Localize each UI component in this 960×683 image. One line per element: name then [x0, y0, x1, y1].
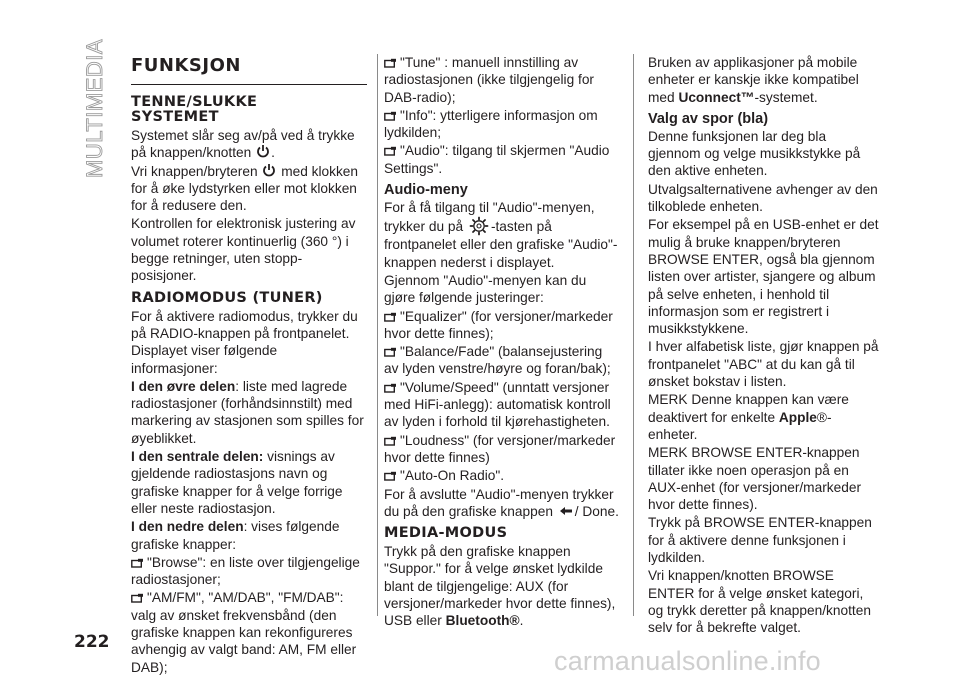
list-item: "Equalizer" (for versjoner/markeder hvor dette finnes);	[384, 308, 613, 341]
paragraph: Systemet slår seg av/på ved å trykke på knappen/knotten .	[131, 128, 355, 161]
paragraph: Utvalgsalternativene avhenger av den tilkoblede enheten.	[648, 181, 878, 215]
heading-power: TENNE/SLUKKE SYSTEMET	[131, 94, 258, 125]
section-side-label-text: MULTIMEDIA	[82, 38, 107, 178]
bullet-icon	[384, 383, 397, 393]
list-item: "AM/FM", "AM/DAB", "FM/DAB": valg av ønsket frekvensbånd (den grafiske knappen kan rekonfigureres avhengig av valgt band: AM, FM eller DAB);	[131, 590, 357, 675]
paragraph: MERK BROWSE ENTER-knappen tillater ikke noen operasjon på en AUX-enhet (for versjoner/markeder hvor dette finnes).	[648, 445, 861, 513]
bullet-icon	[384, 146, 397, 156]
list-item: "Browse": en liste over tilgjengelige radiostasjoner;	[131, 554, 360, 588]
knob-icon	[256, 144, 270, 159]
bullet-icon	[384, 58, 397, 68]
column-divider	[377, 54, 378, 616]
page-number: 222	[74, 632, 110, 652]
bullet-icon	[384, 436, 397, 446]
paragraph: For å avslutte "Audio"-menyen trykker du på den grafiske knappen / Done.	[384, 486, 619, 519]
paragraph: I den øvre delen: liste med lagrede radiostasjoner (forhåndsinnstilt) med markering av stasjonen som spilles for øyeblikket.	[131, 378, 364, 446]
section-side-label	[44, 30, 130, 180]
bullet-icon	[384, 312, 397, 322]
paragraph: I den nedre delen: vises følgende grafiske knapper:	[131, 519, 340, 552]
paragraph: Gjennom "Audio"-menyen kan du gjøre følgende justeringer:	[384, 272, 587, 306]
bullet-icon	[384, 471, 397, 481]
column-3	[648, 54, 880, 638]
paragraph: Bruken av applikasjoner på mobile enheter er kanskje ikke kompatibel med Uconnect™-systemet.	[648, 55, 859, 105]
column-1	[131, 54, 367, 677]
heading-audio-menu: Audio-meny	[384, 182, 468, 199]
knob-icon	[262, 163, 276, 178]
list-item: "Info": ytterligere informasjon om lydkilden;	[384, 107, 598, 141]
paragraph: Denne funksjonen lar deg bla gjennom og velge musikkstykke på den aktive enheten.	[648, 128, 861, 179]
paragraph: For eksempel på en USB-enhet er det mulig å bruke knappen/bryteren BROWSE ENTER, også bla gjennom listen over artister, sjangere og album på selve enheten, i henhold til informasjon som er registrert i musikkstykkene.	[648, 217, 879, 337]
paragraph: Trykk på den grafiske knappen "Suppor." for å velge ønsket lydkilde blant de tilgjengelige: AUX (for versjoner/markeder hvor dette finnes), USB eller Bluetooth®.	[384, 544, 616, 629]
paragraph: For å aktivere radiomodus, trykker du på RADIO-knappen på frontpanelet. Displayet viser følgende informasjoner:	[131, 308, 358, 376]
paragraph: Vri knappen/bryteren med klokken for å øke lydstyrken eller mot klokken for å redusere den.	[131, 163, 359, 214]
list-item: "Audio": tilgang til skjermen "Audio Settings".	[384, 143, 610, 176]
paragraph: Kontrollen for elektronisk justering av volumet roterer kontinuerlig (360 °) i begge retninger, uten stopp-posisjoner.	[131, 216, 356, 284]
bullet-icon	[131, 558, 144, 568]
list-item: "Loudness" (for versjoner/markeder hvor dette finnes)	[384, 432, 616, 465]
bullet-icon	[384, 347, 397, 357]
heading-radio: RADIOMODUS (TUNER)	[131, 289, 323, 306]
list-item: "Tune" : manuell innstilling av radiostasjonen (ikke tilgjengelig for DAB-radio);	[384, 55, 594, 105]
bullet-icon	[384, 111, 397, 121]
heading-track-select: Valg av spor (bla)	[648, 110, 769, 127]
paragraph: For å få tilgang til "Audio"-menyen, trykker du på -tasten på frontpanelet eller den grafiske "Audio"-knappen nederst i displayet.	[384, 200, 618, 270]
watermark: carmanualsonline.info	[554, 646, 821, 676]
paragraph: Trykk på BROWSE ENTER-knappen for å aktivere denne funksjonen i lydkilden.	[648, 515, 872, 566]
back-arrow-icon	[559, 506, 573, 516]
list-item: "Auto-On Radio".	[384, 467, 620, 484]
column-2	[384, 54, 620, 634]
section-title: FUNKSJON	[131, 54, 367, 85]
column-divider	[633, 54, 634, 616]
list-item: "Balance/Fade" (balansejustering av lyden venstre/høyre og foran/bak);	[384, 344, 611, 377]
gear-icon	[469, 216, 489, 236]
paragraph: Vri knappen/knotten BROWSE ENTER for å velge ønsket kategori, og trykk deretter på knappen/knotten selv for å bekrefte valget.	[648, 568, 871, 636]
paragraph: I hver alfabetisk liste, gjør knappen på frontpanelet "ABC" at du kan gå til ønsket bokstav i listen.	[648, 339, 879, 390]
list-item: "Volume/Speed" (unntatt versjoner med HiFi-anlegg): automatisk kontroll av lyden i forhold til kjørehastigheten.	[384, 379, 611, 430]
heading-media-mode: MEDIA-MODUS	[384, 525, 508, 542]
paragraph: MERK Denne knappen kan være deaktivert for enkelte Apple®-enheter.	[648, 392, 849, 442]
bullet-icon	[131, 593, 144, 603]
paragraph: I den sentrale delen: visnings av gjeldende radiostasjons navn og grafiske knapper for å velge forrige eller neste radiostasjon.	[131, 449, 343, 516]
